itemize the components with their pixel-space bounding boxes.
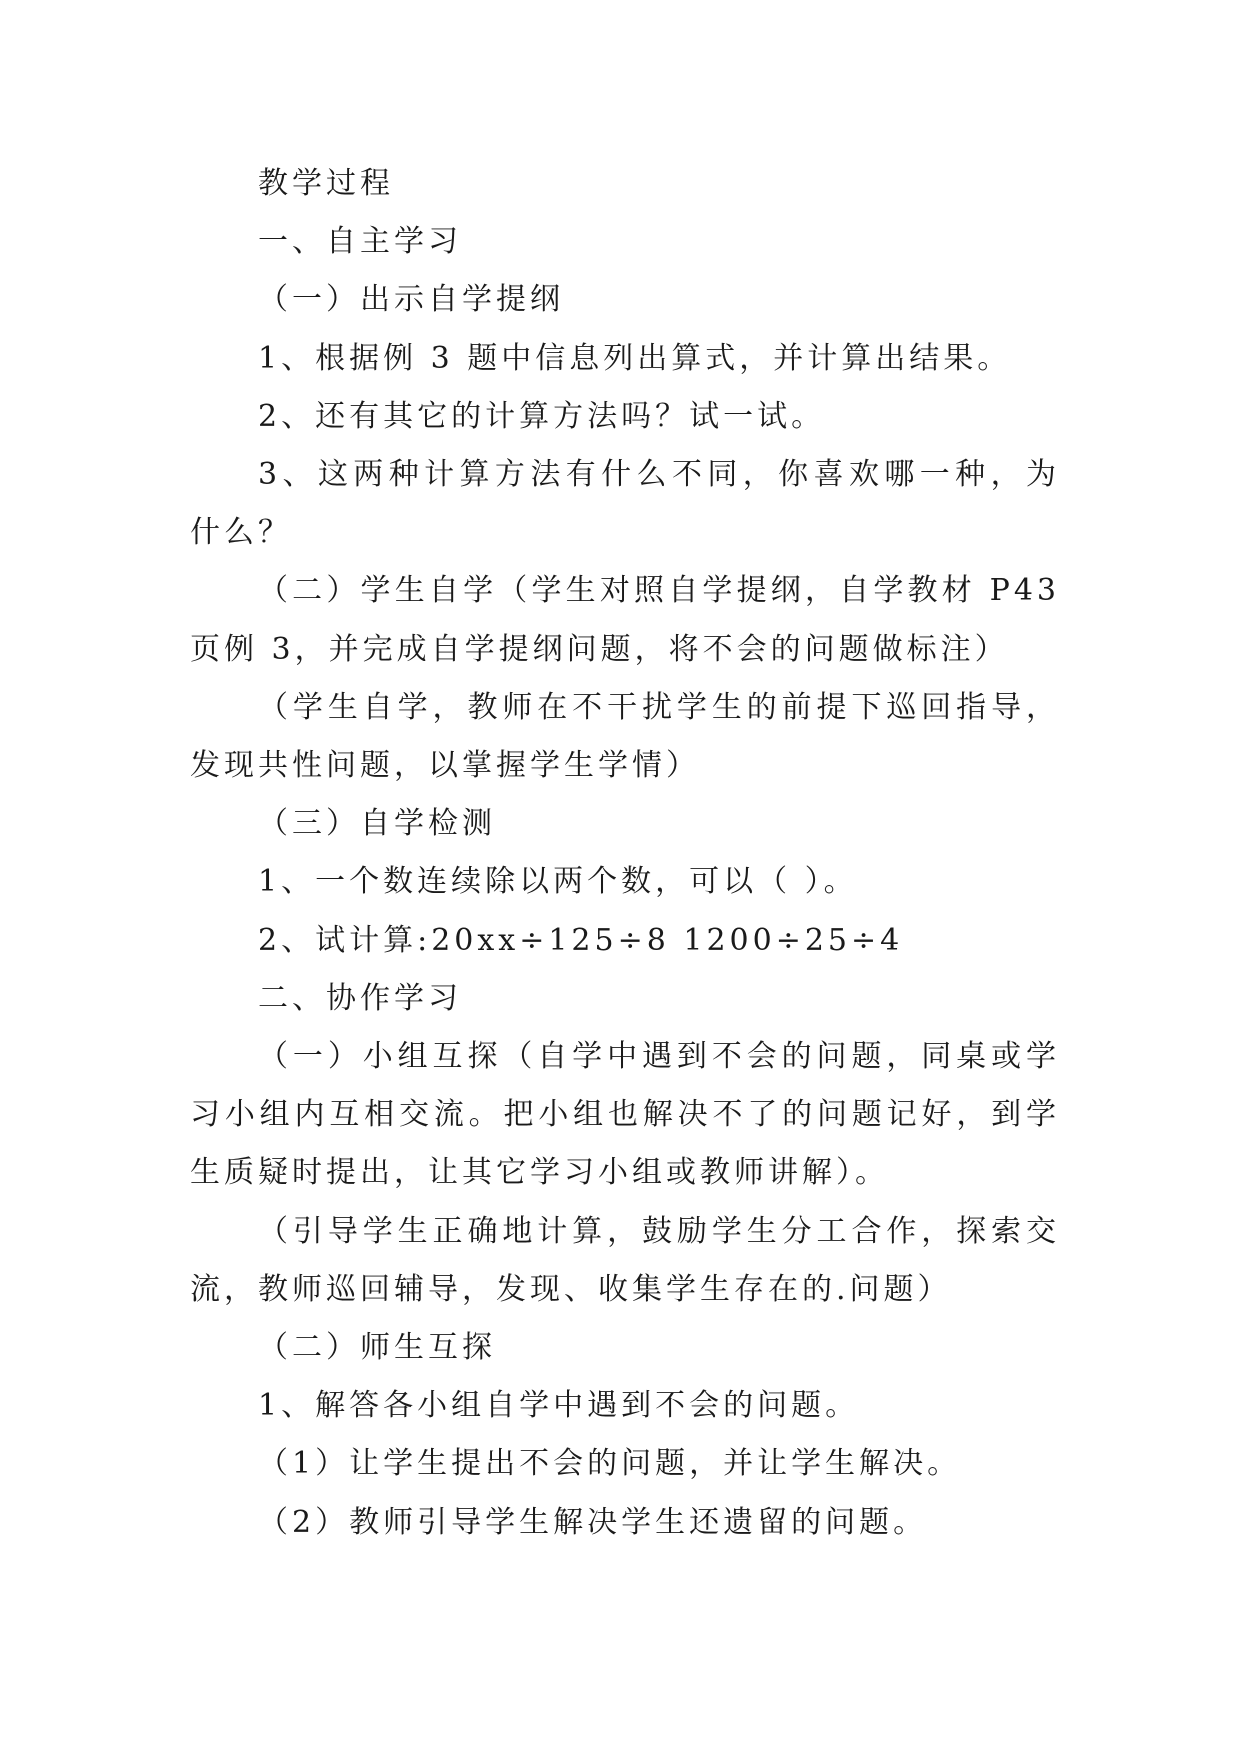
paragraph: （2）教师引导学生解决学生还遗留的问题。 <box>258 1504 928 1540</box>
paragraph: 1、一个数连续除以两个数，可以（ ）。 <box>258 864 858 900</box>
paragraph: （学生自学，教师在不干扰学生的前提下巡回指导，发现共性问题，以掌握学生学情） <box>190 689 1060 784</box>
paragraph: 1、根据例 3 题中信息列出算式，并计算出结果。 <box>258 340 1012 376</box>
subsection-heading: （二）师生互探 <box>258 1330 496 1366</box>
section-heading: 一、自主学习 <box>258 224 462 260</box>
section-heading: 教学过程 <box>258 166 394 201</box>
paragraph: 1、解答各小组自学中遇到不会的问题。 <box>258 1388 860 1424</box>
paragraph: 2、还有其它的计算方法吗？试一试。 <box>258 398 826 434</box>
paragraph: 3、这两种计算方法有什么不同，你喜欢哪一种，为什么？ <box>190 457 1060 551</box>
paragraph: （二）学生自学（学生对照自学提纲，自学教材 P43 页例 3，并完成自学提纲问题，将不会的问题做标注） <box>190 573 1060 667</box>
paragraph: （引导学生正确地计算，鼓励学生分工合作，探索交流，教师巡回辅导，发现、收集学生存在的.问题） <box>190 1213 1060 1307</box>
paragraph: （一）小组互探（自学中遇到不会的问题，同桌或学习小组内互相交流。把小组也解决不了的问题记好，到学生质疑时提出，让其它学习小组或教师讲解）。 <box>190 1039 1060 1191</box>
section-heading: 二、协作学习 <box>258 980 462 1016</box>
paragraph: （1）让学生提出不会的问题，并让学生解决。 <box>258 1446 962 1482</box>
subsection-heading: （一）出示自学提纲 <box>258 282 564 318</box>
paragraph: 2、试计算:20xx÷125÷8 1200÷25÷4 <box>258 922 904 958</box>
subsection-heading: （三）自学检测 <box>258 806 496 842</box>
document-body <box>190 155 1060 1552</box>
